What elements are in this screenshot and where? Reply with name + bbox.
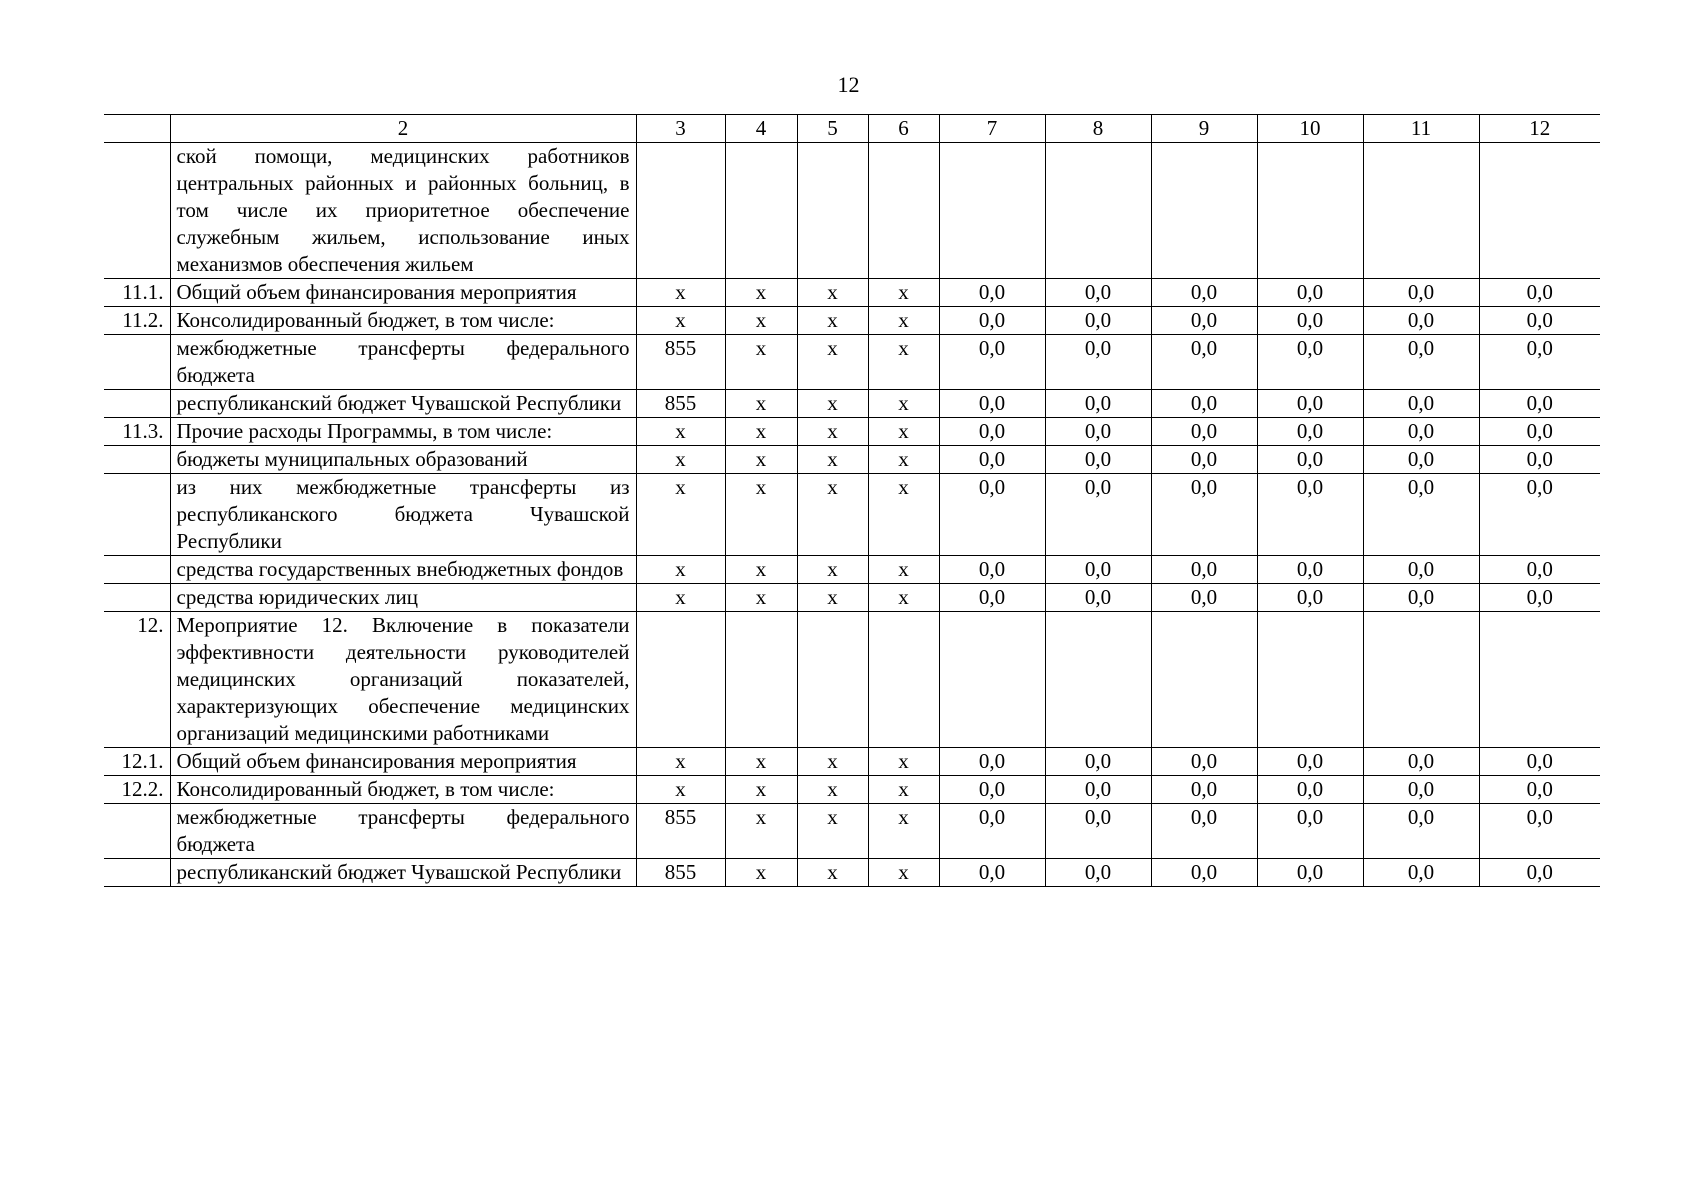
value-cell: х	[797, 335, 868, 390]
value-cell	[1257, 612, 1363, 748]
value-cell: х	[797, 474, 868, 556]
value-cell: 0,0	[1045, 859, 1151, 887]
value-cell: 0,0	[1045, 474, 1151, 556]
value-cell: 0,0	[1151, 446, 1257, 474]
value-cell: х	[797, 307, 868, 335]
table-row	[104, 307, 1600, 335]
row-description-cell: Мероприятие 12. Включение в показатели эффективности деятельности руководителей медицинских организаций показателей, характеризующих обеспечение медицинских организаций медицинскими работниками	[170, 612, 636, 748]
value-cell	[1045, 143, 1151, 279]
value-cell: х	[868, 584, 939, 612]
value-cell	[636, 612, 725, 748]
row-number-cell	[104, 143, 170, 279]
value-cell: 0,0	[1479, 474, 1600, 556]
value-cell: 0,0	[1479, 584, 1600, 612]
value-cell: х	[725, 335, 797, 390]
value-cell: х	[636, 748, 725, 776]
row-description-cell: средства юридических лиц	[170, 584, 636, 612]
header-cell: 4	[725, 115, 797, 143]
value-cell: 0,0	[1363, 446, 1479, 474]
value-cell: 0,0	[1257, 776, 1363, 804]
value-cell: х	[725, 556, 797, 584]
row-description-cell: межбюджетные трансферты федерального бюджета	[170, 335, 636, 390]
value-cell: 0,0	[1151, 584, 1257, 612]
row-number-cell	[104, 584, 170, 612]
value-cell: 0,0	[1151, 804, 1257, 859]
value-cell: 0,0	[1045, 307, 1151, 335]
row-number-cell	[104, 474, 170, 556]
value-cell: 0,0	[1479, 418, 1600, 446]
row-number-cell: 11.2.	[104, 307, 170, 335]
table-row	[104, 748, 1600, 776]
value-cell: х	[725, 804, 797, 859]
value-cell: 0,0	[939, 418, 1045, 446]
value-cell: 0,0	[1363, 418, 1479, 446]
value-cell: 0,0	[1045, 335, 1151, 390]
value-cell: х	[636, 474, 725, 556]
value-cell: х	[797, 776, 868, 804]
value-cell: 0,0	[1257, 335, 1363, 390]
table-row	[104, 556, 1600, 584]
value-cell: х	[797, 584, 868, 612]
value-cell: 0,0	[1257, 584, 1363, 612]
row-description-cell: Общий объем финансирования мероприятия	[170, 748, 636, 776]
table-row	[104, 612, 1600, 748]
value-cell: 855	[636, 859, 725, 887]
value-cell: 0,0	[939, 474, 1045, 556]
value-cell: 0,0	[1045, 390, 1151, 418]
row-number-cell	[104, 859, 170, 887]
row-description-cell: из них межбюджетные трансферты из республиканского бюджета Чувашской Республики	[170, 474, 636, 556]
value-cell: х	[636, 446, 725, 474]
value-cell: 0,0	[1045, 418, 1151, 446]
value-cell: 0,0	[1045, 584, 1151, 612]
value-cell: 0,0	[1479, 859, 1600, 887]
table-row	[104, 474, 1600, 556]
value-cell: х	[636, 279, 725, 307]
value-cell: х	[797, 804, 868, 859]
value-cell: х	[725, 279, 797, 307]
value-cell: 0,0	[939, 390, 1045, 418]
value-cell: х	[725, 390, 797, 418]
value-cell: 0,0	[1363, 474, 1479, 556]
value-cell: х	[868, 776, 939, 804]
value-cell: х	[797, 446, 868, 474]
value-cell: х	[868, 556, 939, 584]
value-cell: х	[636, 307, 725, 335]
value-cell: 0,0	[939, 859, 1045, 887]
value-cell: х	[636, 776, 725, 804]
value-cell: 855	[636, 335, 725, 390]
value-cell: 0,0	[1479, 804, 1600, 859]
value-cell: 0,0	[1363, 776, 1479, 804]
value-cell: х	[636, 584, 725, 612]
value-cell	[636, 143, 725, 279]
value-cell: 0,0	[1045, 279, 1151, 307]
header-cell: 7	[939, 115, 1045, 143]
header-cell: 3	[636, 115, 725, 143]
value-cell: 0,0	[1151, 859, 1257, 887]
value-cell: 0,0	[1257, 556, 1363, 584]
row-number-cell	[104, 804, 170, 859]
row-number-cell: 12.	[104, 612, 170, 748]
value-cell: 0,0	[1363, 748, 1479, 776]
value-cell	[797, 143, 868, 279]
value-cell	[1045, 612, 1151, 748]
value-cell: 0,0	[1151, 776, 1257, 804]
row-description-cell: Прочие расходы Программы, в том числе:	[170, 418, 636, 446]
value-cell: х	[868, 335, 939, 390]
value-cell: 0,0	[1363, 584, 1479, 612]
table-row	[104, 143, 1600, 279]
value-cell: 0,0	[1045, 446, 1151, 474]
value-cell: 0,0	[1479, 556, 1600, 584]
header-cell: 10	[1257, 115, 1363, 143]
value-cell: х	[797, 279, 868, 307]
value-cell: 0,0	[1151, 335, 1257, 390]
value-cell	[868, 143, 939, 279]
value-cell: х	[868, 390, 939, 418]
value-cell: х	[868, 859, 939, 887]
value-cell: х	[868, 446, 939, 474]
value-cell: 0,0	[1151, 279, 1257, 307]
value-cell: 0,0	[1363, 859, 1479, 887]
row-description-cell: средства государственных внебюджетных фондов	[170, 556, 636, 584]
value-cell	[1151, 612, 1257, 748]
header-cell: 6	[868, 115, 939, 143]
value-cell: 0,0	[1257, 446, 1363, 474]
value-cell	[725, 143, 797, 279]
value-cell: 0,0	[1151, 474, 1257, 556]
table-row	[104, 335, 1600, 390]
value-cell: 0,0	[939, 335, 1045, 390]
table-row	[104, 390, 1600, 418]
value-cell: 0,0	[1363, 307, 1479, 335]
value-cell	[725, 612, 797, 748]
table-header-row	[104, 115, 1600, 143]
value-cell	[1151, 143, 1257, 279]
value-cell	[797, 612, 868, 748]
value-cell: х	[868, 474, 939, 556]
value-cell	[1363, 143, 1479, 279]
value-cell	[939, 612, 1045, 748]
row-number-cell	[104, 556, 170, 584]
value-cell: 0,0	[1151, 390, 1257, 418]
value-cell: х	[725, 748, 797, 776]
header-cell: 9	[1151, 115, 1257, 143]
value-cell: х	[725, 584, 797, 612]
value-cell: 0,0	[1151, 418, 1257, 446]
value-cell: х	[868, 279, 939, 307]
table-row	[104, 776, 1600, 804]
budget-table	[104, 114, 1600, 887]
value-cell: х	[868, 418, 939, 446]
value-cell: 0,0	[1257, 418, 1363, 446]
row-number-cell: 12.1.	[104, 748, 170, 776]
row-description-cell: ской помощи, медицинских работников центральных районных и районных больниц, в том числе их приоритетное обеспечение служебным жильем, использование иных механизмов обеспечения жильем	[170, 143, 636, 279]
value-cell: х	[636, 418, 725, 446]
header-cell: 2	[170, 115, 636, 143]
value-cell: 0,0	[1151, 307, 1257, 335]
value-cell	[1479, 143, 1600, 279]
value-cell: 0,0	[939, 776, 1045, 804]
value-cell: 855	[636, 390, 725, 418]
value-cell: х	[797, 418, 868, 446]
row-description-cell: бюджеты муниципальных образований	[170, 446, 636, 474]
value-cell: х	[725, 776, 797, 804]
value-cell: 0,0	[1045, 776, 1151, 804]
value-cell	[1479, 612, 1600, 748]
header-cell: 12	[1479, 115, 1600, 143]
value-cell: 0,0	[1257, 474, 1363, 556]
row-number-cell: 12.2.	[104, 776, 170, 804]
value-cell	[939, 143, 1045, 279]
value-cell: 0,0	[1045, 748, 1151, 776]
row-number-cell	[104, 446, 170, 474]
value-cell: 0,0	[1363, 390, 1479, 418]
value-cell: 0,0	[1479, 335, 1600, 390]
value-cell: 0,0	[1479, 279, 1600, 307]
value-cell: 0,0	[1363, 335, 1479, 390]
table-row	[104, 418, 1600, 446]
row-number-cell	[104, 335, 170, 390]
value-cell: 0,0	[1363, 279, 1479, 307]
value-cell: 0,0	[1257, 748, 1363, 776]
value-cell: 0,0	[1257, 307, 1363, 335]
value-cell: х	[797, 748, 868, 776]
value-cell: х	[636, 556, 725, 584]
row-description-cell: Консолидированный бюджет, в том числе:	[170, 776, 636, 804]
row-description-cell: Общий объем финансирования мероприятия	[170, 279, 636, 307]
header-cell: 8	[1045, 115, 1151, 143]
value-cell: 0,0	[1045, 804, 1151, 859]
row-number-cell	[104, 390, 170, 418]
value-cell: 0,0	[1151, 748, 1257, 776]
value-cell: 0,0	[939, 279, 1045, 307]
table-row	[104, 446, 1600, 474]
value-cell: х	[725, 307, 797, 335]
value-cell: 0,0	[1363, 804, 1479, 859]
value-cell: 0,0	[1479, 307, 1600, 335]
value-cell: 0,0	[939, 804, 1045, 859]
value-cell: 0,0	[939, 446, 1045, 474]
value-cell: 0,0	[1045, 556, 1151, 584]
value-cell: х	[868, 748, 939, 776]
value-cell: х	[725, 418, 797, 446]
value-cell: 0,0	[1257, 390, 1363, 418]
value-cell: х	[797, 390, 868, 418]
value-cell: 0,0	[1151, 556, 1257, 584]
value-cell: 0,0	[1479, 748, 1600, 776]
table-row	[104, 804, 1600, 859]
table-row	[104, 859, 1600, 887]
value-cell	[868, 612, 939, 748]
page-number: 12	[837, 72, 860, 97]
row-number-cell: 11.3.	[104, 418, 170, 446]
table-row	[104, 584, 1600, 612]
table-row	[104, 279, 1600, 307]
row-number-cell: 11.1.	[104, 279, 170, 307]
value-cell: 0,0	[1257, 279, 1363, 307]
value-cell: 0,0	[939, 748, 1045, 776]
value-cell: 0,0	[1479, 776, 1600, 804]
header-cell	[104, 115, 170, 143]
value-cell: х	[725, 474, 797, 556]
value-cell: 855	[636, 804, 725, 859]
value-cell	[1363, 612, 1479, 748]
value-cell: х	[868, 804, 939, 859]
value-cell: х	[725, 446, 797, 474]
row-description-cell: республиканский бюджет Чувашской Республики	[170, 859, 636, 887]
value-cell: 0,0	[1257, 804, 1363, 859]
value-cell: 0,0	[1479, 446, 1600, 474]
value-cell	[1257, 143, 1363, 279]
value-cell: 0,0	[1479, 390, 1600, 418]
value-cell: 0,0	[939, 556, 1045, 584]
value-cell: х	[797, 556, 868, 584]
row-description-cell: Консолидированный бюджет, в том числе:	[170, 307, 636, 335]
row-description-cell: межбюджетные трансферты федерального бюджета	[170, 804, 636, 859]
value-cell: х	[797, 859, 868, 887]
value-cell: 0,0	[939, 584, 1045, 612]
header-cell: 5	[797, 115, 868, 143]
value-cell: 0,0	[939, 307, 1045, 335]
value-cell: 0,0	[1363, 556, 1479, 584]
value-cell: х	[725, 859, 797, 887]
header-cell: 11	[1363, 115, 1479, 143]
row-description-cell: республиканский бюджет Чувашской Республики	[170, 390, 636, 418]
value-cell: х	[868, 307, 939, 335]
table-body	[104, 143, 1600, 887]
value-cell: 0,0	[1257, 859, 1363, 887]
